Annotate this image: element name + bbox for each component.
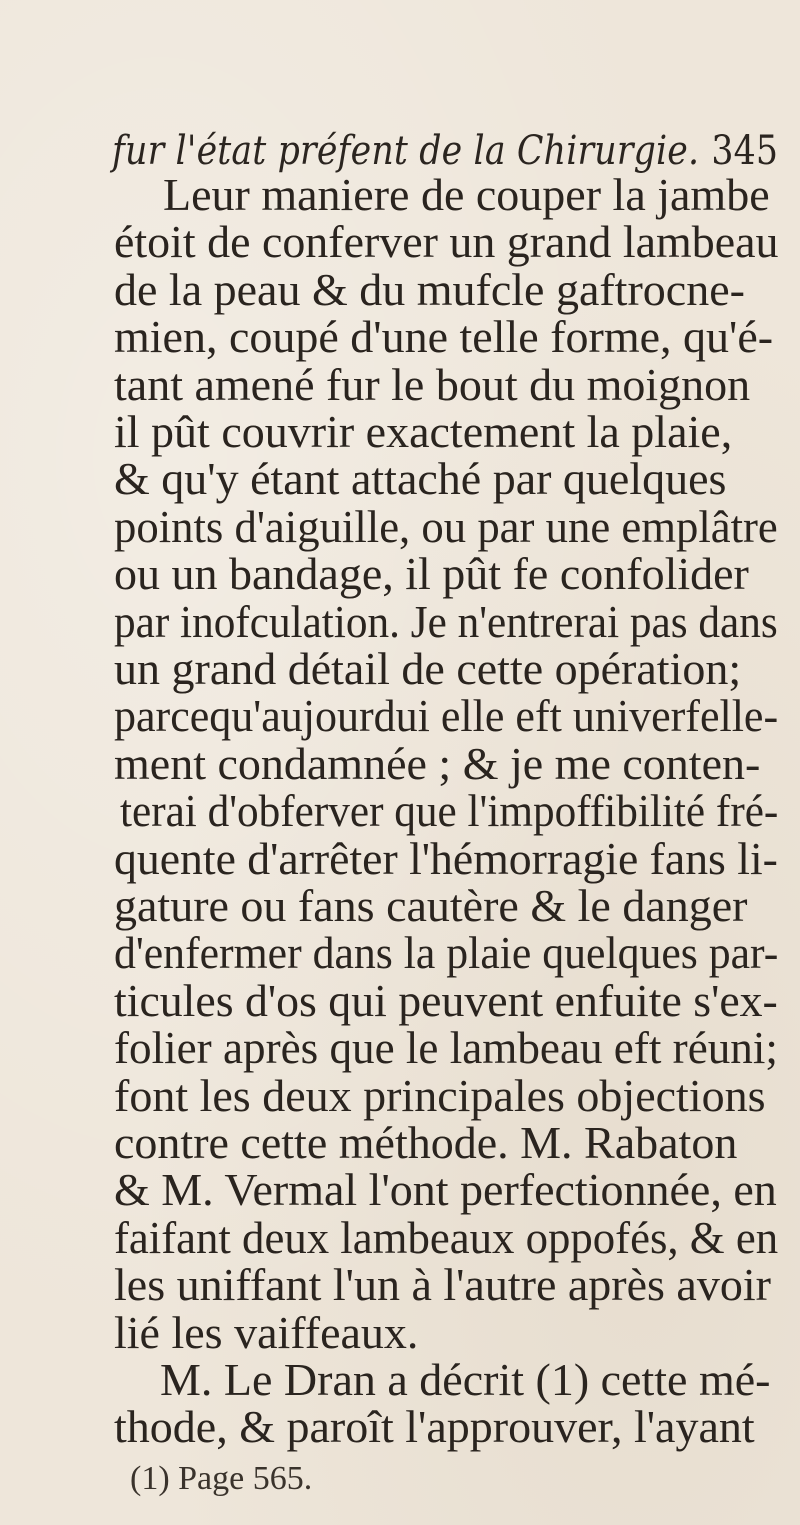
- text-line: d'enfermer dans la plaie quelques par-: [114, 927, 779, 979]
- text-line: folier après que le lambeau eft réuni;: [114, 1022, 778, 1074]
- text-line: & M. Vermal l'ont perfectionnée, en: [114, 1164, 777, 1216]
- text-line: faifant deux lambeaux oppofés, & en: [114, 1211, 779, 1263]
- text-line: étoit de conferver un grand lambeau: [114, 216, 779, 268]
- text-line: ou un bandage, il pût fe confolider: [114, 548, 749, 600]
- text-line: points d'aiguille, ou par une emplâtre: [114, 500, 778, 552]
- text-line: lié les vaiffeaux.: [114, 1306, 419, 1358]
- text-line: contre cette méthode. M. Rabaton: [114, 1117, 738, 1168]
- text-line: gature ou fans cautère & le danger: [114, 880, 748, 931]
- running-title: fur l'état préfent de la Chirurgie.: [112, 128, 700, 174]
- text-line: Leur maniere de couper la jambe: [163, 169, 770, 220]
- text-line: M. Le Dran a décrit (1) cette mé-: [160, 1354, 771, 1405]
- text-line: les uniffant l'un à l'autre après avoir: [114, 1259, 771, 1311]
- text-line: thode, & paroît l'approuver, l'ayant: [114, 1401, 755, 1453]
- text-line: & qu'y étant attaché par quelques: [114, 453, 727, 505]
- running-header: [112, 128, 778, 174]
- text-line: il pût couvrir exactement la plaie,: [114, 406, 733, 457]
- text-line: ment condamnée ; & je me conten-: [114, 737, 761, 789]
- text-line: parcequ'aujourdui elle eft univerfelle-: [114, 690, 779, 742]
- text-line: terai d'obferver que l'impoffibilité fré-: [120, 785, 779, 837]
- text-line: font les deux principales objections: [114, 1069, 766, 1121]
- text-line: de la peau & du mufcle gaftrocne-: [114, 263, 745, 315]
- text-line: tant amené fur le bout du moignon: [114, 358, 751, 410]
- text-line: un grand détail de cette opération;: [114, 643, 742, 694]
- text-line: ticules d'os qui peuvent enfuite s'ex-: [114, 974, 778, 1026]
- page-number: 345: [711, 128, 779, 174]
- text-line: quente d'arrêter l'hémorragie fans li-: [114, 832, 778, 884]
- text-line: par inofculation. Je n'entrerai pas dans: [114, 595, 778, 647]
- footnote: (1) Page 565.: [130, 1459, 313, 1497]
- text-line: mien, coupé d'une telle forme, qu'é-: [114, 311, 774, 363]
